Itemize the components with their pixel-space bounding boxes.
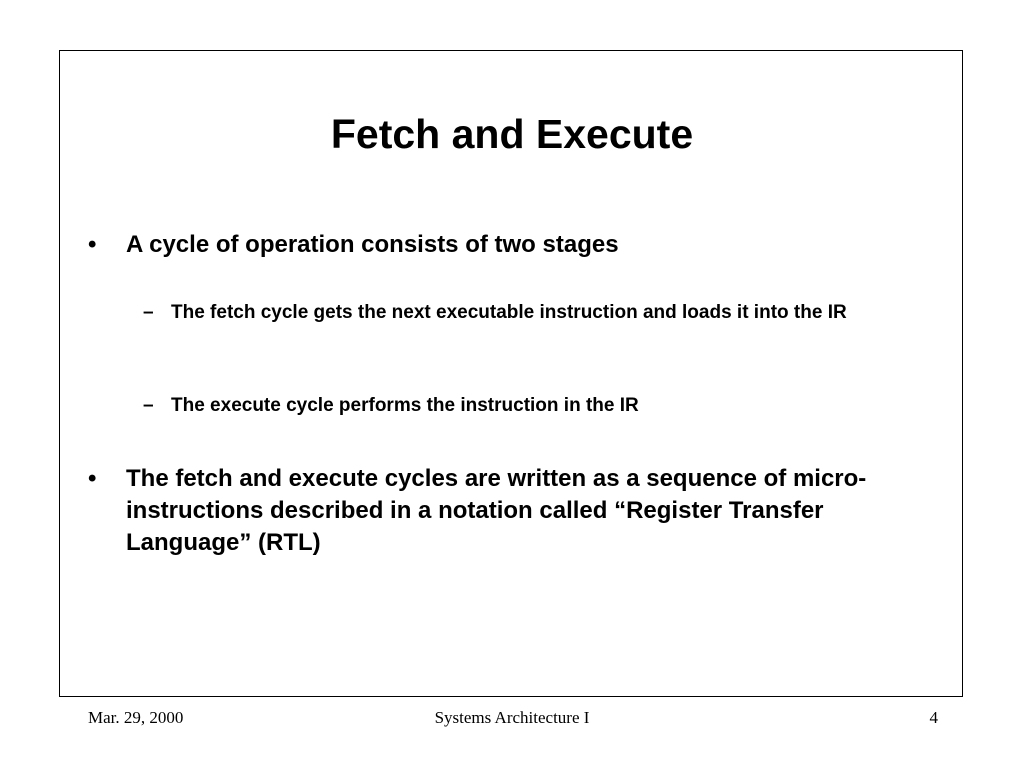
footer-page-number: 4: [929, 708, 938, 727]
sub-bullet-text: The fetch cycle gets the next executable instruction and loads it into the IR: [171, 302, 847, 323]
bullet-marker: •: [88, 465, 97, 492]
sub-bullet-text: The execute cycle performs the instruction in the IR: [171, 395, 639, 416]
bullet-text: A cycle of operation consists of two stages: [126, 231, 619, 258]
footer-course-title: Systems Architecture I: [434, 708, 590, 727]
bullet-text: The fetch and execute cycles are written as a sequence of micro-instructions described in a notation called “Register Transfer Language” (RTL): [126, 465, 867, 556]
slide-title: Fetch and Execute: [330, 111, 694, 157]
dash-marker: –: [143, 395, 154, 416]
dash-marker: –: [143, 302, 154, 323]
bullet-marker: •: [88, 231, 97, 258]
footer-date: Mar. 29, 2000: [88, 708, 184, 727]
